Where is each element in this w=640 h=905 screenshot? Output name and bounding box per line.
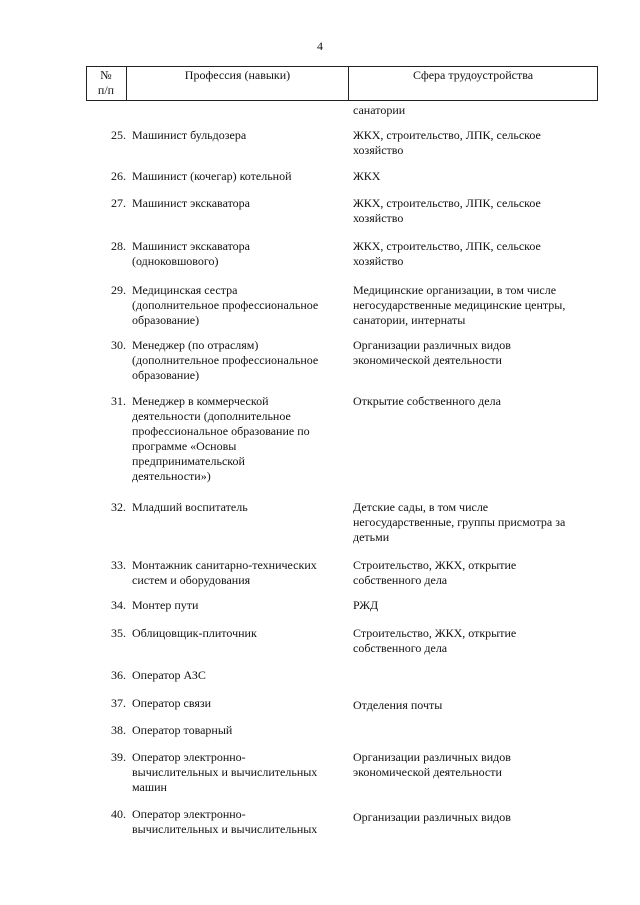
row-number: 38. xyxy=(111,723,126,737)
row-number: 36. xyxy=(111,668,126,682)
header-num-cell xyxy=(86,66,126,101)
carryover-sphere: санатории xyxy=(353,103,406,117)
sphere-line: Медицинские организации, в том числе xyxy=(353,283,557,297)
profession-line: предпринимательской xyxy=(132,454,245,468)
profession-line: (дополнительное профессиональное xyxy=(132,298,319,312)
sphere-line: Детские сады, в том числе xyxy=(353,500,489,514)
profession-line: профессиональное образование по xyxy=(132,424,310,438)
row-number: 26. xyxy=(111,169,126,183)
row-number: 35. xyxy=(111,626,126,640)
header-num-label-2: п/п xyxy=(97,83,115,97)
row-number: 27. xyxy=(111,196,126,210)
sphere-line: детьми xyxy=(353,530,390,544)
profession-line: деятельности (дополнительное xyxy=(132,409,291,423)
sphere-line: ЖКХ, строительство, ЛПК, сельское xyxy=(353,239,541,253)
profession-cell xyxy=(132,239,344,269)
header-profession-cell xyxy=(127,66,348,101)
profession-line: машин xyxy=(132,780,167,794)
profession-cell xyxy=(132,750,344,795)
sphere-line: хозяйство xyxy=(353,211,404,225)
profession-line: Машинист бульдозера xyxy=(132,128,247,142)
profession-cell xyxy=(132,598,344,613)
profession-cell xyxy=(132,626,344,641)
sphere-line: хозяйство xyxy=(353,254,404,268)
sphere-line: РЖД xyxy=(353,598,379,612)
sphere-cell xyxy=(353,196,593,226)
profession-cell xyxy=(132,196,344,211)
profession-cell xyxy=(132,696,344,711)
page-number: 4 xyxy=(317,39,323,53)
profession-cell xyxy=(132,668,344,683)
profession-line: Оператор товарный xyxy=(132,723,233,737)
profession-line: образование) xyxy=(132,368,200,382)
row-number: 25. xyxy=(111,128,126,142)
sphere-line: собственного дела xyxy=(353,641,448,655)
sphere-line: Строительство, ЖКХ, открытие xyxy=(353,558,517,572)
profession-cell xyxy=(132,558,344,588)
profession-line: Машинист (кочегар) котельной xyxy=(132,169,292,183)
profession-line: деятельности») xyxy=(132,469,211,483)
profession-line: Монтажник санитарно-технических xyxy=(132,558,317,572)
row-number: 39. xyxy=(111,750,126,764)
profession-line: Оператор АЗС xyxy=(132,668,206,682)
profession-line: Машинист экскаватора xyxy=(132,196,250,210)
sphere-cell xyxy=(353,810,593,825)
sphere-cell xyxy=(353,626,593,656)
sphere-line: собственного дела xyxy=(353,573,448,587)
profession-cell xyxy=(132,338,344,383)
sphere-line: Отделения почты xyxy=(353,698,443,712)
sphere-line: Открытие собственного дела xyxy=(353,394,501,408)
profession-line: Облицовщик-плиточник xyxy=(132,626,257,640)
sphere-cell xyxy=(353,169,593,184)
profession-line: Оператор электронно- xyxy=(132,750,246,764)
sphere-line: Организации различных видов xyxy=(353,810,511,824)
sphere-cell xyxy=(353,750,593,780)
sphere-cell xyxy=(353,598,593,613)
sphere-cell xyxy=(353,338,593,368)
sphere-line: Организации различных видов xyxy=(353,750,511,764)
profession-line: Монтер пути xyxy=(132,598,199,612)
sphere-line: Организации различных видов xyxy=(353,338,511,352)
profession-line: вычислительных и вычислительных xyxy=(132,822,318,836)
profession-line: Медицинская сестра xyxy=(132,283,238,297)
profession-cell xyxy=(132,807,344,837)
header-sphere-cell xyxy=(349,66,597,101)
row-number: 28. xyxy=(111,239,126,253)
sphere-cell xyxy=(353,558,593,588)
row-number: 33. xyxy=(111,558,126,572)
sphere-cell xyxy=(353,500,593,545)
header-profession-label: Профессия (навыки) xyxy=(184,68,291,82)
profession-line: Менеджер (по отраслям) xyxy=(132,338,259,352)
profession-line: Младший воспитатель xyxy=(132,500,248,514)
profession-line: Машинист экскаватора xyxy=(132,239,250,253)
sphere-line: ЖКХ, строительство, ЛПК, сельское xyxy=(353,196,541,210)
row-number: 30. xyxy=(111,338,126,352)
row-number: 31. xyxy=(111,394,126,408)
header-num-label: № xyxy=(100,68,112,82)
sphere-cell xyxy=(353,698,593,713)
profession-cell xyxy=(132,169,344,184)
sphere-line: ЖКХ, строительство, ЛПК, сельское xyxy=(353,128,541,142)
profession-cell xyxy=(132,394,344,484)
sphere-line: негосударственные, группы присмотра за xyxy=(353,515,566,529)
sphere-line: негосударственные медицинские центры, xyxy=(353,298,566,312)
sphere-cell xyxy=(353,394,593,409)
sphere-line: экономической деятельности xyxy=(353,765,502,779)
profession-line: (одноковшового) xyxy=(132,254,219,268)
row-number: 37. xyxy=(111,696,126,710)
profession-cell xyxy=(132,128,344,143)
sphere-cell xyxy=(353,128,593,158)
profession-line: (дополнительное профессиональное xyxy=(132,353,319,367)
profession-line: вычислительных и вычислительных xyxy=(132,765,318,779)
header-sphere-label: Сфера трудоустройства xyxy=(412,68,534,82)
profession-line: образование) xyxy=(132,313,200,327)
profession-cell xyxy=(132,283,344,328)
sphere-line: хозяйство xyxy=(353,143,404,157)
profession-line: систем и оборудования xyxy=(132,573,251,587)
row-number: 32. xyxy=(111,500,126,514)
profession-line: Оператор электронно- xyxy=(132,807,246,821)
sphere-cell xyxy=(353,283,593,328)
profession-line: программе «Основы xyxy=(132,439,237,453)
sphere-line: Строительство, ЖКХ, открытие xyxy=(353,626,517,640)
row-number: 29. xyxy=(111,283,126,297)
table-header xyxy=(86,66,598,101)
header-right-border xyxy=(597,66,598,101)
profession-cell xyxy=(132,723,344,738)
row-number: 40. xyxy=(111,807,126,821)
sphere-line: ЖКХ xyxy=(353,169,381,183)
sphere-line: санатории, интернаты xyxy=(353,313,466,327)
row-number: 34. xyxy=(111,598,126,612)
sphere-cell xyxy=(353,239,593,269)
profession-cell xyxy=(132,500,344,515)
profession-line: Оператор связи xyxy=(132,696,212,710)
profession-line: Менеджер в коммерческой xyxy=(132,394,269,408)
sphere-line: экономической деятельности xyxy=(353,353,502,367)
